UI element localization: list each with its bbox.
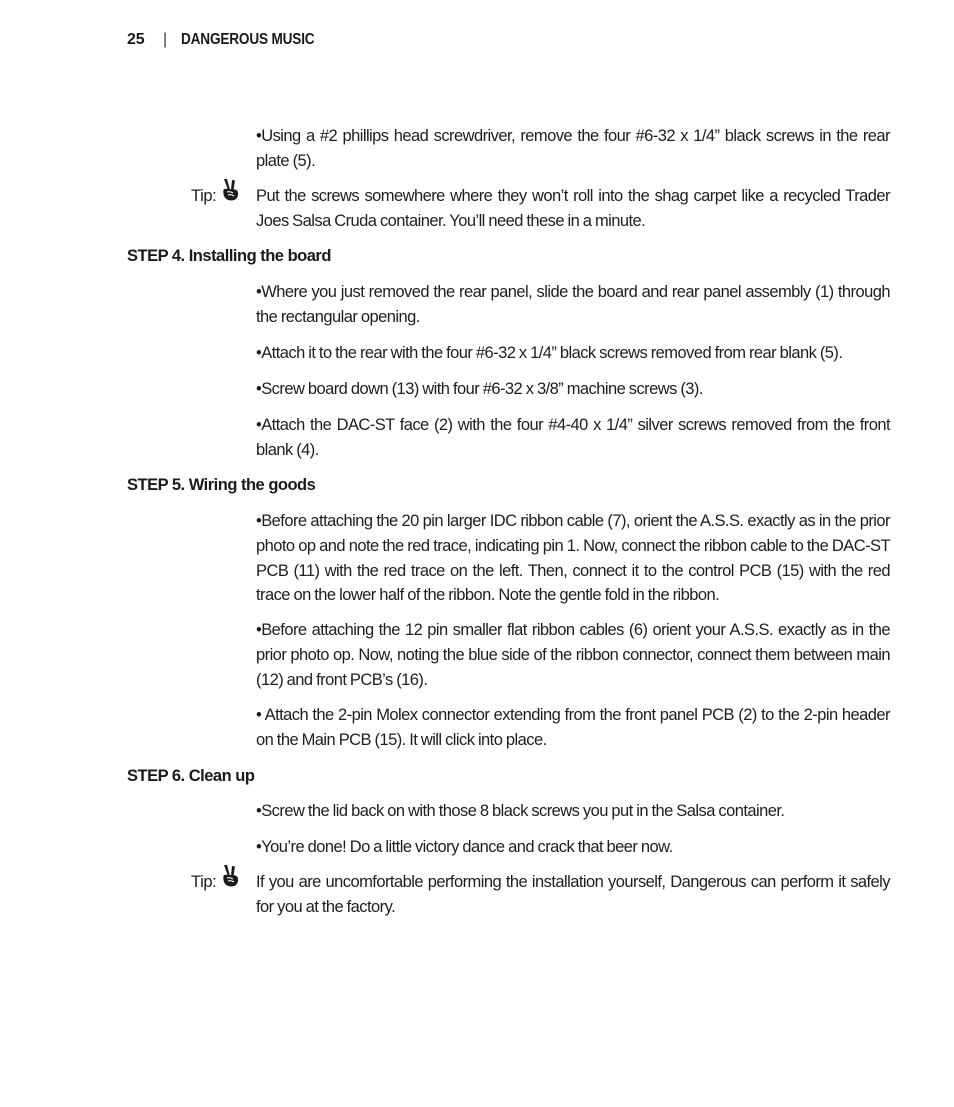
page-header bbox=[127, 29, 338, 51]
page-number: 25 bbox=[127, 31, 145, 48]
instruction-attach-face: •Attach the DAC-ST face (2) with the four #4-40 x 1/4” silver screws removed from the front blank (4). bbox=[256, 416, 890, 459]
instruction-screw-lid: •Screw the lid back on with those 8 black screws you put in the Salsa container. bbox=[256, 802, 785, 820]
peace-hand-icon bbox=[220, 864, 242, 888]
step-5-heading: STEP 5. Wiring the goods bbox=[127, 476, 316, 494]
tip-label: Tip: bbox=[191, 187, 217, 205]
instruction-screw-board: •Screw board down (13) with four #6-32 x 3/8” machine screws (3). bbox=[256, 380, 703, 398]
step-4-heading: STEP 4. Installing the board bbox=[127, 247, 331, 265]
peace-hand-icon bbox=[220, 178, 242, 202]
tip-label: Tip: bbox=[191, 873, 217, 891]
instruction-slide-board: •Where you just removed the rear panel, slide the board and rear panel assembly (1) through the rectangular opening. bbox=[256, 283, 890, 326]
instruction-attach-rear: •Attach it to the rear with the four #6-32 x 1/4” black screws removed from rear blank (5). bbox=[256, 344, 843, 362]
document-title: DANGEROUS MUSIC bbox=[180, 31, 315, 48]
instruction-molex: • Attach the 2-pin Molex connector extending from the front panel PCB (2) to the 2-pin header on the Main PCB (15). It will click into place. bbox=[256, 706, 890, 749]
header-separator: | bbox=[163, 31, 167, 48]
instruction-flat-ribbon: •Before attaching the 12 pin smaller flat ribbon cables (6) orient your A.S.S. exactly as in the prior photo op. Now, noting the blue side of the ribbon connector, connect them between main (12) and front PCB’s (16). bbox=[256, 621, 890, 689]
instruction-done: •You’re done! Do a little victory dance and crack that beer now. bbox=[256, 838, 673, 856]
step-6-heading: STEP 6. Clean up bbox=[127, 767, 255, 785]
instruction-remove-screws: •Using a #2 phillips head screwdriver, remove the four #6-32 x 1/4” black screws in the rear plate (5). bbox=[256, 127, 890, 170]
instruction-idc-ribbon: •Before attaching the 20 pin larger IDC ribbon cable (7), orient the A.S.S. exactly as in the prior photo op and note the red trace, indicating pin 1. Now, connect the ribbon cable to the DAC-ST PCB (11) with the red trace on the left. Then, connect it to the control PCB (15) with the red trace on the lower half of the ribbon. Note the gentle fold in the ribbon. bbox=[256, 512, 890, 605]
tip-text-factory: If you are uncomfortable performing the installation yourself, Dangerous can perform it safely for you at the factory. bbox=[256, 873, 890, 916]
tip-text-screws: Put the screws somewhere where they won’t roll into the shag carpet like a recycled Trader Joes Salsa Cruda container. You’ll need these in a minute. bbox=[256, 187, 890, 230]
